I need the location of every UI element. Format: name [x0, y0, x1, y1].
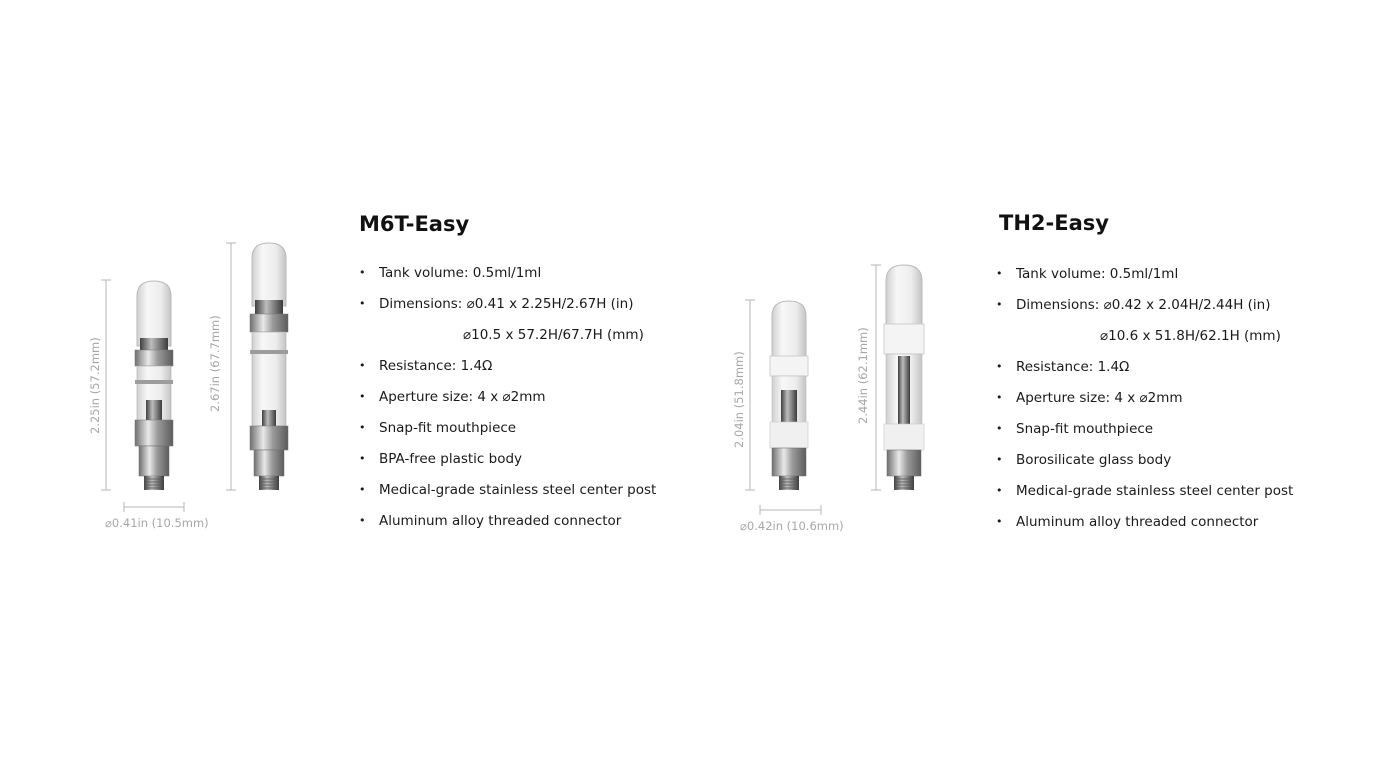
- spec-text: Aperture size: 4 x ⌀2mm: [379, 389, 546, 405]
- product-title-th2: TH2-Easy: [999, 211, 1109, 235]
- bullet-icon: •: [359, 297, 366, 310]
- spec-text: Tank volume: 0.5ml/1ml: [1016, 266, 1179, 282]
- spec-text: Medical-grade stainless steel center post: [1016, 483, 1294, 499]
- spec-text: Snap-fit mouthpiece: [379, 420, 517, 436]
- spec-text: ⌀10.5 x 57.2H/67.7H (mm): [463, 327, 644, 343]
- m6t-short-height-label: 2.25in (57.2mm): [88, 337, 102, 434]
- th2-short-cartridge: [770, 301, 808, 490]
- bullet-icon: •: [996, 267, 1003, 280]
- bullet-icon: •: [996, 422, 1003, 435]
- m6t-short-cartridge: [135, 281, 173, 490]
- spec-text: Borosilicate glass body: [1016, 452, 1172, 468]
- bullet-icon: •: [359, 390, 366, 403]
- th2-tall-cartridge: [884, 265, 924, 490]
- spec-text: Dimensions: ⌀0.41 x 2.25H/2.67H (in): [379, 296, 634, 312]
- spec-text: Snap-fit mouthpiece: [1016, 421, 1154, 437]
- m6t-tall-cartridge: [250, 243, 288, 490]
- bullet-icon: •: [359, 421, 366, 434]
- bullet-icon: •: [359, 483, 366, 496]
- th2-diameter-label: ⌀0.42in (10.6mm): [740, 519, 844, 533]
- th2-short-height-label: 2.04in (51.8mm): [732, 351, 746, 448]
- spec-text: Aluminum alloy threaded connector: [379, 513, 622, 529]
- bullet-icon: •: [996, 453, 1003, 466]
- bullet-icon: •: [996, 298, 1003, 311]
- spec-text: ⌀10.6 x 51.8H/62.1H (mm): [1100, 328, 1281, 344]
- spec-text: BPA-free plastic body: [379, 451, 523, 467]
- spec-text: Aperture size: 4 x ⌀2mm: [1016, 390, 1183, 406]
- spec-text: Resistance: 1.4Ω: [379, 358, 493, 374]
- bullet-icon: •: [359, 514, 366, 527]
- m6t-diameter-label: ⌀0.41in (10.5mm): [105, 516, 209, 530]
- spec-text: Tank volume: 0.5ml/1ml: [379, 265, 542, 281]
- bullet-icon: •: [359, 266, 366, 279]
- spec-text: Aluminum alloy threaded connector: [1016, 514, 1259, 530]
- spec-text: Dimensions: ⌀0.42 x 2.04H/2.44H (in): [1016, 297, 1271, 313]
- spec-text: Resistance: 1.4Ω: [1016, 359, 1130, 375]
- product-title-m6t: M6T-Easy: [359, 212, 470, 236]
- bullet-icon: •: [996, 391, 1003, 404]
- bullet-icon: •: [359, 452, 366, 465]
- bullet-icon: •: [996, 484, 1003, 497]
- spec-text: Medical-grade stainless steel center post: [379, 482, 657, 498]
- bullet-icon: •: [359, 359, 366, 372]
- bullet-icon: •: [996, 360, 1003, 373]
- bullet-icon: •: [996, 515, 1003, 528]
- m6t-tall-height-label: 2.67in (67.7mm): [208, 315, 222, 412]
- th2-tall-height-label: 2.44in (62.1mm): [856, 327, 870, 424]
